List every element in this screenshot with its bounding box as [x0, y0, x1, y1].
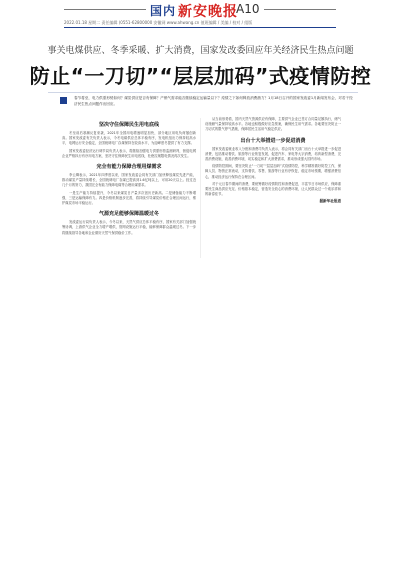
left-column	[62, 117, 196, 238]
byline: 据新华社报道	[319, 199, 341, 204]
paragraph: 一是生产能力持续提升，今冬以来煤炭日产量多次创历史新高。二是储备能力不断增强，三是运输保障有力。四是价格机制逐步完善，将持续引导煤炭价格在合理区间运行，维护煤炭市场平稳运行。	[62, 190, 196, 206]
paragraph: 国家发改委经济运行调节局负责人表示，将继续加强电力供需形势监测研判，督促电网企业严格执行有序用电方案，坚决守住保障民生用电底线，杜绝拉闸限电情况再次发生。	[62, 148, 196, 158]
article-headline: 防止“一刀切”“层层加码”式疫情防控	[29, 64, 372, 88]
masthead-rule-left	[64, 9, 146, 10]
paragraph: 对于元旦春节期间的消费，要统筹做好疫情防控和消费促进，丰富节日市场供应，保障重要民生商品供应充足、价格基本稳定，营造安全放心的消费环境，让人民群众过一个欢乐祥和的新春佳节。	[205, 181, 341, 197]
page-number: A10	[236, 2, 260, 16]
paragraph: 李云卿表示，2021年四季度以来，国家发改委会同有关部门加快释放煤炭先进产能，推动煤炭产量持续增长，全国统调电厂存煤已提高到1.6亿吨以上，可用20天以上。经过近几个月的努力，我国完全有能力保障电煤等合理用煤需求。	[62, 173, 196, 188]
paragraph: 国家发改委就业收入分配和消费司负责人表示，将会同有关部门出台十大举措进一步促进消费，包括推动餐饮、旅游等行业恢复发展，促进汽车、家电等大宗消费，培育新型消费，完善消费设施，改善消费环境，切实稳定和扩大消费需求，推动形成强大国内市场。	[205, 146, 341, 162]
article-lead	[48, 92, 358, 115]
column-divider	[200, 118, 201, 258]
subheading: 出台十大举措进一步促进消费	[240, 137, 306, 144]
article-kicker: 事关电煤供应、冬季采暖、扩大消费，国家发改委回应年关经济民生热点问题	[47, 46, 354, 56]
subheading: 气源充足能够保障温暖过冬	[98, 211, 159, 218]
masthead-divider	[64, 27, 336, 28]
masthead	[0, 0, 401, 32]
masthead-rule-right	[264, 9, 336, 10]
masthead-meta: 2022.01.18 星期二 责任编辑 (0551-62800000 安徽网 www.ahwang.cn 值班编辑 / 美编 / 校对 / 组版	[64, 20, 253, 25]
paragraph: 疫情防控期间，要坚决防止“一刀切”“层层加码”式疫情防控，科学精准做好防控工作，保障人员、物资正常流动，支持餐饮、零售、旅游等行业有序恢复，稳定市场预期，增强消费信心，推动经济运行保持在合理区间。	[205, 164, 341, 179]
newspaper-logo: 新安晚报	[178, 4, 238, 20]
subheading: 坚决守住保障民生用电底线	[98, 122, 159, 128]
lead-text: 春节将至，电力供需形势如何？煤炭供应是否有保障？产销气需求能否继续稳定运输量以下？疫情之下如何释放消费潜力？1月18日召开的国家发改委1月新闻发布会，对若干经济民生热点问题作出回应。	[74, 96, 353, 106]
paragraph: 从当前形势看，国内天然气资源供应有保障，主要供气企业已签订合同量足额执行，储气设施储气量保持较高水平。各地也积极做好应急预案，确保民生用气需求。各地要坚决防止一刀切式的限气停气措施，保障居民生活用气稳定供应。	[205, 117, 341, 132]
paragraph: 发改委运行局负责人表示，今冬以来，天然气供应总体平稳有序，国家有关部门加强统筹协调，上游供气企业全力增产增供，管网设施运行平稳，能够保障群众温暖过冬。下一步将继续指导各地和企业做好天然气保供稳价工作。	[62, 220, 196, 235]
lead-marker-icon	[60, 97, 67, 104]
right-column	[205, 117, 341, 204]
paragraph: 冬至前后寒潮反复来袭，2021年全国用电增速明显加快，部分地区用电负荷屡创新高。国家发改委有关负责人表示，今冬电煤供应总体平稳有序，发电机组出力保持较高水平，电网运行安全稳定，全国统调电厂存煤保持在较高水平，为迎峰度冬提供了有力支撑。	[62, 131, 196, 146]
section-label: 国内	[150, 4, 177, 18]
subheading: 完全有能力保障合理用煤需求	[96, 164, 162, 171]
